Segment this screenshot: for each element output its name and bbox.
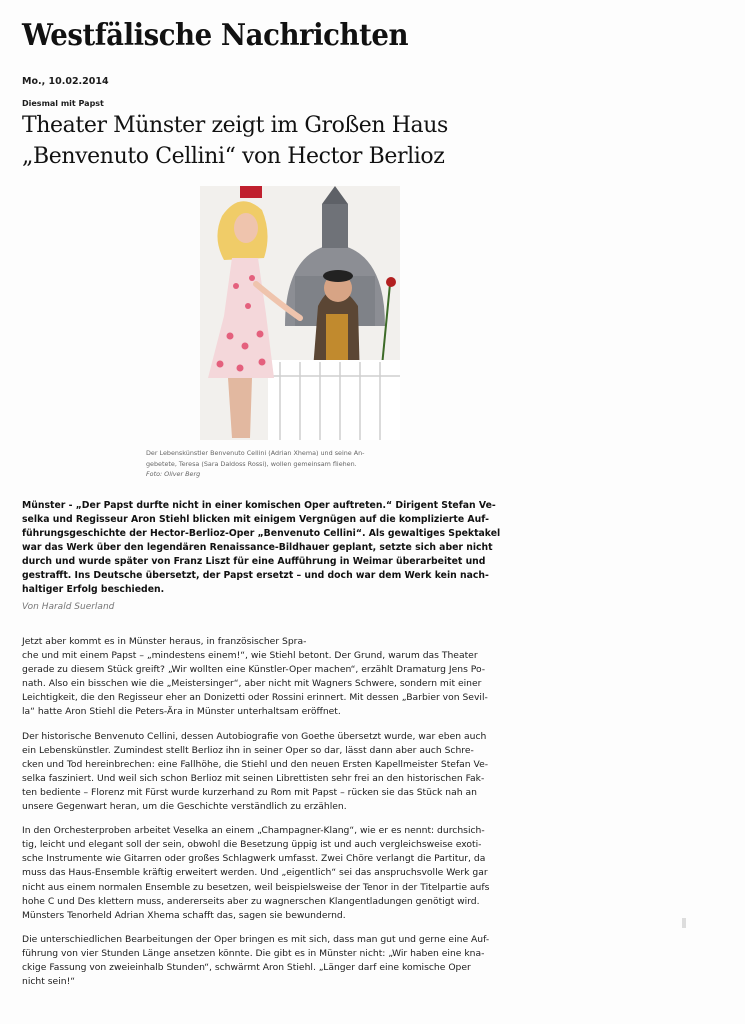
body-paragraph <box>22 824 532 923</box>
body-line: ckige Fassung von zweieinhalb Stunden“, schwärmt Aron Stiehl. „Länger darf eine komische Oper <box>22 961 471 973</box>
body-line: sche Instrumente wie Gitarren oder großes Schlagwerk umfasst. Zwei Chöre verlangt die Partitur, da <box>22 853 486 865</box>
article-body <box>22 635 532 999</box>
lead-line: Münster - „Der Papst durfte nicht in einer komischen Oper auftreten.“ Dirigent Stefan Ve- <box>22 500 496 511</box>
opera-scene-photo <box>200 186 400 440</box>
lead-line: gestrafft. Ins Deutsche übersetzt, der Papst ersetzt – und doch war dem Werk kein nach- <box>22 570 489 581</box>
body-line: hohe C und Des klettern muss, andererseits aber zu wagnerschen Klangentladungen genötigt wird. <box>22 895 480 907</box>
body-line: Leichtigkeit, die den Regisseur eher an Donizetti oder Rossini erinnert. Mit dessen „Barbier von Sevil- <box>22 692 488 704</box>
headline-line: „Benvenuto Cellini“ von Hector Berlioz <box>22 144 445 169</box>
body-line: tig, leicht und elegant soll der sein, obwohl die Besetzung üppig ist und auch vergleichsweise exoti- <box>22 839 482 851</box>
article-headline <box>22 110 448 172</box>
body-line: unsere Gegenwart heran, um die Geschichte verständlich zu erzählen. <box>22 801 347 813</box>
caption-line: gebetete, Teresa (Sara Daldoss Rossi), wollen gemeinsam fliehen. <box>146 459 357 468</box>
body-paragraph <box>22 730 532 815</box>
body-line: nicht aus einem normalen Ensemble zu besetzen, weil beispielsweise der Tenor in der Titelpartie aufs <box>22 881 490 893</box>
body-line: nath. Also ein bisschen wie die „Meistersinger“, aber nicht mit Wagners Schwere, sondern mit einer <box>22 678 482 690</box>
article-date: Mo., 10.02.2014 <box>22 76 109 87</box>
body-paragraph <box>22 635 532 720</box>
body-line: cken und Tod hereinbrechen: eine Fallhöhe, die Stiehl und den neuen Ersten Kapellmeister Stefan Ve- <box>22 758 489 770</box>
body-line: Jetzt aber kommt es in Münster heraus, in französischer Spra- <box>22 636 307 647</box>
body-line: Die unterschiedlichen Bearbeitungen der Oper bringen es mit sich, dass man gut und gerne eine Auf- <box>22 933 490 945</box>
body-line: nicht sein!“ <box>22 976 76 988</box>
opera-scene-illustration <box>200 186 400 440</box>
body-line: führung von vier Stunden Länge ansetzen könnte. Die gibt es in Münster nicht: „Wir haben eine kna- <box>22 947 485 959</box>
article-lead <box>22 499 527 597</box>
body-line: selka fasziniert. Und weil sich schon Berlioz mit seinen Librettisten sehr frei an den historischen Fak- <box>22 772 485 784</box>
body-line: In den Orchesterproben arbeitet Veselka an einem „Champagner-Klang“, wie er es nennt: durchsich- <box>22 825 485 837</box>
lead-line: selka und Regisseur Aron Stiehl blicken mit einigem Vergnügen auf die komplizierte Auf- <box>22 514 489 525</box>
body-line: ein Lebenskünstler. Zumindest stellt Berlioz ihn in seiner Oper so dar, lässt dann aber auch Schre- <box>22 744 474 756</box>
article-author: Von Harald Suerland <box>22 602 115 612</box>
caption-line: Der Lebenskünstler Benvenuto Cellini (Adrian Xhema) und seine An- <box>146 449 365 457</box>
body-line: ten bediente – Florenz mit Fürst wurde kurzerhand zu Rom mit Papst – rücken sie das Stück nah an <box>22 786 477 798</box>
body-line: muss das Haus-Ensemble kräftig erweitert werden. Und „eigentlich“ sei das anspruchsvolle Werk gar <box>22 867 488 879</box>
body-paragraph <box>22 933 532 989</box>
body-line: Der historische Benvenuto Cellini, dessen Autobiografie von Goethe übersetzt wurde, war eben auch <box>22 730 487 742</box>
lead-line: durch und wurde später von Franz Liszt für eine Aufführung in Weimar überarbeitet und <box>22 556 486 567</box>
body-line: che und mit einem Papst – „mindestens einem!“, wie Stiehl betont. Der Grund, warum das Theater <box>22 650 478 662</box>
body-line: gerade zu diesem Stück greift? „Wir wollten eine Künstler-Oper machen“, erzählt Dramaturg Jens Po- <box>22 664 486 676</box>
newspaper-masthead: Westfälische Nachrichten <box>22 18 409 53</box>
lead-line: führungsgeschichte der Hector-Berlioz-Oper „Benvenuto Cellini“. Als gewaltiges Spektakel <box>22 528 501 539</box>
photo-caption <box>146 448 436 480</box>
article-kicker: Diesmal mit Papst <box>22 99 104 108</box>
headline-line: Theater Münster zeigt im Großen Haus <box>22 113 448 138</box>
scan-artifact <box>682 918 686 928</box>
lead-line: war das Werk über den legendären Renaissance-Bildhauer geplant, setzte sich aber nicht <box>22 542 493 553</box>
body-line: la“ hatte Aron Stiehl die Peters-Ära in Münster unterhaltsam eröffnet. <box>22 706 341 718</box>
body-line: Münsters Tenorheld Adrian Xhema schafft das, sagen sie bewundernd. <box>22 909 346 921</box>
lead-line: haltiger Erfolg beschieden. <box>22 584 165 595</box>
photo-credit: Foto: Oliver Berg <box>146 470 201 478</box>
